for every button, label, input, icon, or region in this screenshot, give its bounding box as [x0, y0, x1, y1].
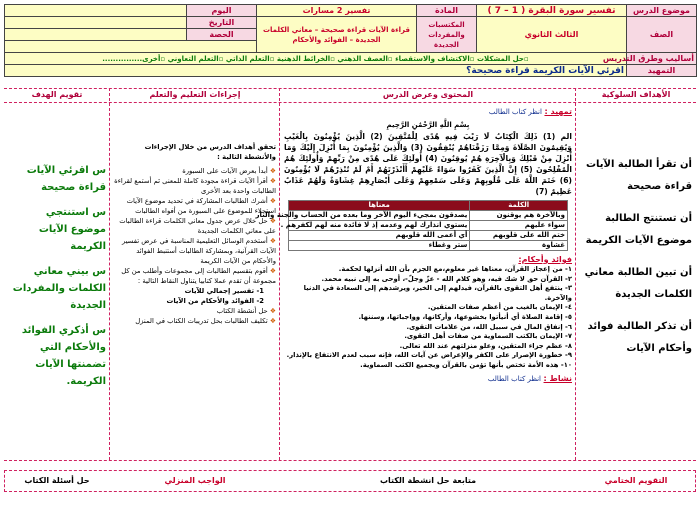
procedures-intro: تحقق أهداف الدرس من خلال الإجراءات والأنشطة التالية :: [144, 143, 276, 161]
intro-question: اقرئي الآيات الكريمة قراءة صحيحة؟: [5, 65, 627, 77]
words-table: [255, 200, 568, 251]
method-item: الخرائط الذهنية: [276, 54, 331, 63]
word-cell: وبالآخرة هم يوقنون: [470, 211, 568, 221]
procedure-item: ❖ أشرك الطالبات المشاركة في تحديد موضوع الآيات استجلاء للموضوع على السبورة من أفواه الطالبات: [126, 197, 276, 215]
procedure-item: ❖ أقرأ الآيات قراءة مجودة كاملة للمعنى ثم أستمع لقراءة الطالبات واحدة بعد الأخرى: [114, 177, 276, 195]
objective-item: أن تقرأ الطالبة الآيات قراءة صحيحة: [585, 159, 692, 192]
procedure-item: ❖ أستخدم الوسائل التعليمية المناسبة في عرض تفسير الآيات القرآنية، وبمشاركة الطالبات أستنبط الفوائد والأحكام من الآيات الكريمة: [121, 237, 276, 265]
grade-label: الصف: [627, 17, 697, 53]
day-value: [5, 5, 187, 17]
benefit-item: ٢- القرآن حق لا شك فيه، وهو كلام الله - عزّ وجلّ-، أوحى به إلى نبيه محمد.: [321, 274, 572, 283]
benefit-item: ٨- عظم جزاء المتقين، وعلو منزلتهم عند الله تعالى.: [399, 341, 572, 350]
benefit-item: ٦- إنفاق المال في سبيل الله، من علامات التقوى.: [406, 322, 572, 331]
procedure-item: ❖ تكليف الطالبات بحل تدريبات الكتاب في المنزل: [135, 317, 276, 325]
divider: [4, 88, 696, 89]
method-item: أخرى...............: [102, 54, 161, 63]
activity-label: نشاط :: [543, 373, 572, 383]
look-book: انظر كتاب الطالب: [488, 108, 542, 116]
methods-list: ▫حل المشكلات ▫الاكتشاف والاستقصاء ▫العصف الذهني ▫الخرائط الذهنية ▫التعلم الذاتي ▫التعلم التعاوني ▫أخرى...............: [5, 53, 627, 65]
objectives-header: الأهداف السلوكية: [601, 90, 671, 99]
homework-label: الواجب المنزلي: [164, 476, 226, 485]
divider: [279, 88, 280, 460]
assessment-item: س أذكري الفوائد والأحكام التي تضمنتها الآيات الكريمة.: [21, 325, 106, 387]
competencies: قراءة الآيات قراءة صحيحة – معاني الكلمات الجديدة – الفوائد والأحكام: [257, 17, 417, 53]
meaning-cell: ستر وغطاء: [289, 241, 470, 251]
follow-up: متابعة حل انشطة الكتاب: [379, 476, 477, 485]
word-cell: غشاوة: [470, 241, 568, 251]
date-value: [5, 17, 187, 29]
procedure-item: ❖ أقوم بتقسيم الطالبات إلى مجموعات وأطلب من كل مجموعة أن تقدم عملا كتابيا يتناول النقاط التالية :: [121, 267, 276, 285]
method-item: التعلم الذاتي: [225, 54, 270, 63]
benefit-item: ٣- ينتفع أهل التقوى بالقرآن، فيدلهم إلى الخير، ويرشدهم إلى السعادة في الدنيا والآخرة.: [303, 284, 572, 302]
tamheed-label: تمهيد :: [544, 107, 572, 116]
objective-item: أن تبين الطالبة معاني الكلمات الجديدة: [584, 267, 692, 300]
header-table: [4, 4, 697, 77]
subject: تفسير 2 مسارات: [257, 5, 417, 17]
method-item: حل المشكلات: [476, 54, 524, 63]
objective-item: أن تستنتج الطالبة موضوع الآيات الكريمة: [585, 213, 692, 246]
benefit-item: ١٠- هذه الأمة تختص بأنها تؤمن بالقرآن وبجميع الكتب السماوية.: [360, 360, 572, 369]
benefit-item: ٩- خطورة الإصرار على الكفر والإعراض عن آيات الله، فإنه سبب لعدم الانتفاع بالإنذار.: [286, 351, 572, 360]
procedure-item: ❖ أبدأ بعرض الآيات على السبورة: [182, 167, 276, 175]
procedures-header: إجراءات التعليم والتعلم: [149, 90, 241, 99]
grade: الثالث الثانوي: [477, 17, 627, 53]
final-eval-label: التقويم الختامي: [604, 476, 668, 485]
words-header-meaning: معناها: [289, 201, 470, 211]
procedure-subitem: 2- الفوائد والأحكام من الآيات: [166, 297, 264, 305]
procedure-item: ❖ حل خلال عرض جدول معاني الكلمات قراءة الطالبات على معاني الكلمات الجديدة: [119, 217, 276, 235]
method-item: الاكتشاف والاستقصاء: [395, 54, 470, 63]
subject-label: المادة: [417, 5, 477, 17]
day-label: اليوم: [187, 5, 257, 17]
word-cell: سواء عليهم: [470, 221, 568, 231]
procedure-item: ❖ حل أنشطة الكتاب: [216, 307, 276, 315]
date-label: التاريخ: [187, 17, 257, 29]
meaning-cell: يستوي انذارك لهم وعدمه إذ لا فائدة منه لهم لكفرهم .: [289, 221, 470, 231]
verses: الم (1) ذَلِكَ الْكِتَابُ لَا رَيْبَ فِيهِ هُدًى لِلْمُتَّقِينَ (2) الَّذِينَ يُؤْمِنُونَ بِالْغَيْبِ وَيُقِيمُونَ الصَّلَاةَ وَمِمَّا رَزَقْنَاهُمْ يُنْفِقُونَ (3) وَالَّذِينَ يُؤْمِنُونَ بِمَا أُنْزِلَ إِلَيْكَ وَمَا أُنْزِلَ مِنْ قَبْلِكَ وَبِالْآخِرَةِ هُمْ يُوقِنُونَ (4) أُولَئِكَ عَلَى هُدًى مِنْ رَبِّهِمْ وَأُولَئِكَ هُمُ الْمُفْلِحُونَ (5) إِنَّ الَّذِينَ كَفَرُوا سَوَاءٌ عَلَيْهِمْ أَأَنْذَرْتَهُمْ أَمْ لَمْ تُنْذِرْهُمْ لَا يُؤْمِنُونَ (6) خَتَمَ اللَّهُ عَلَى قُلُوبِهِمْ وَعَلَى سَمْعِهِمْ وَعَلَى أَبْصَارِهِمْ غِشَاوَةٌ وَلَهُمْ عَذَابٌ عَظِيمٌ (7): [284, 132, 573, 196]
assessment-item: س اقرئي الآيات قراءة صحيحة: [26, 165, 106, 193]
method-item: ▫: [523, 54, 529, 63]
word-cell: ختم الله على قلوبهم: [470, 231, 568, 241]
competencies-label: المكتسبات والمفردات الجديدة: [417, 17, 477, 53]
divider: [109, 88, 110, 460]
benefit-item: ٥- إقامة الصلاة أي أنيأتوا بخشوعها، وأركانها، وواجباتها، وسننها.: [358, 312, 572, 321]
content-header: المحتوى وعرض الدرس: [382, 90, 474, 99]
assessment-item: س استنتجي موضوع الآيات الكريمة: [38, 207, 106, 252]
objective-item: أن تذكر الطالبة فوائد وأحكام الآيات: [587, 321, 692, 354]
procedure-subitem: 1- تفسير إجمالي للآيات: [184, 287, 264, 295]
benefits-title: فوائد وأحكام:: [518, 255, 572, 264]
assessment-column: [8, 102, 106, 520]
header-spacer: [5, 41, 257, 53]
intro-label: التمهيد: [627, 65, 697, 77]
period-label: الحصة: [187, 29, 257, 41]
method-item: العصف الذهني: [337, 54, 388, 63]
divider: [575, 88, 576, 460]
words-header-word: الكلمة: [470, 201, 568, 211]
period-value: [5, 29, 187, 41]
meaning-cell: أي أعمى الله قلوبهم: [289, 231, 470, 241]
assessment-item: س بيني معاني الكلمات والمفردات الجديدة: [12, 266, 106, 311]
homework-value: حل أسئلة الكتاب: [24, 476, 90, 485]
benefit-item: ٧- الإيمان بالكتب السماوية من صفات أهل التقوى.: [404, 332, 572, 341]
basmala: بِسْمِ اللَّهِ الرَّحْمَٰنِ الرَّحِيمِ: [386, 121, 470, 129]
benefit-item: ١- من إعجاز القرآن، معناها غير معلوم،مع الجزم بأن الله أنزلها لحكمة.: [338, 265, 572, 273]
benefit-item: ٤- الإيمان بالغيب من أعظم صفات المتقين.: [427, 303, 572, 312]
objectives-column: [580, 102, 692, 512]
lesson-topic: تفسير سورة البقرة ( 1 – 7 ): [477, 5, 627, 17]
methods-label: أساليب وطرق التدريس: [627, 53, 697, 65]
meaning-cell: يصدقون بمجيء اليوم الآخر وما بعده من الحساب والجنة والنار: [289, 211, 470, 221]
benefits-list: [284, 265, 572, 371]
procedures-column: [114, 102, 276, 500]
method-item: التعلم التعاوني: [167, 54, 219, 63]
activity-text: انظر كتاب الطالب: [487, 374, 541, 383]
content-column: [255, 102, 573, 464]
lesson-topic-label: موضوع الدرس: [627, 5, 697, 17]
assessment-header: تقويم الهدف: [31, 90, 83, 99]
